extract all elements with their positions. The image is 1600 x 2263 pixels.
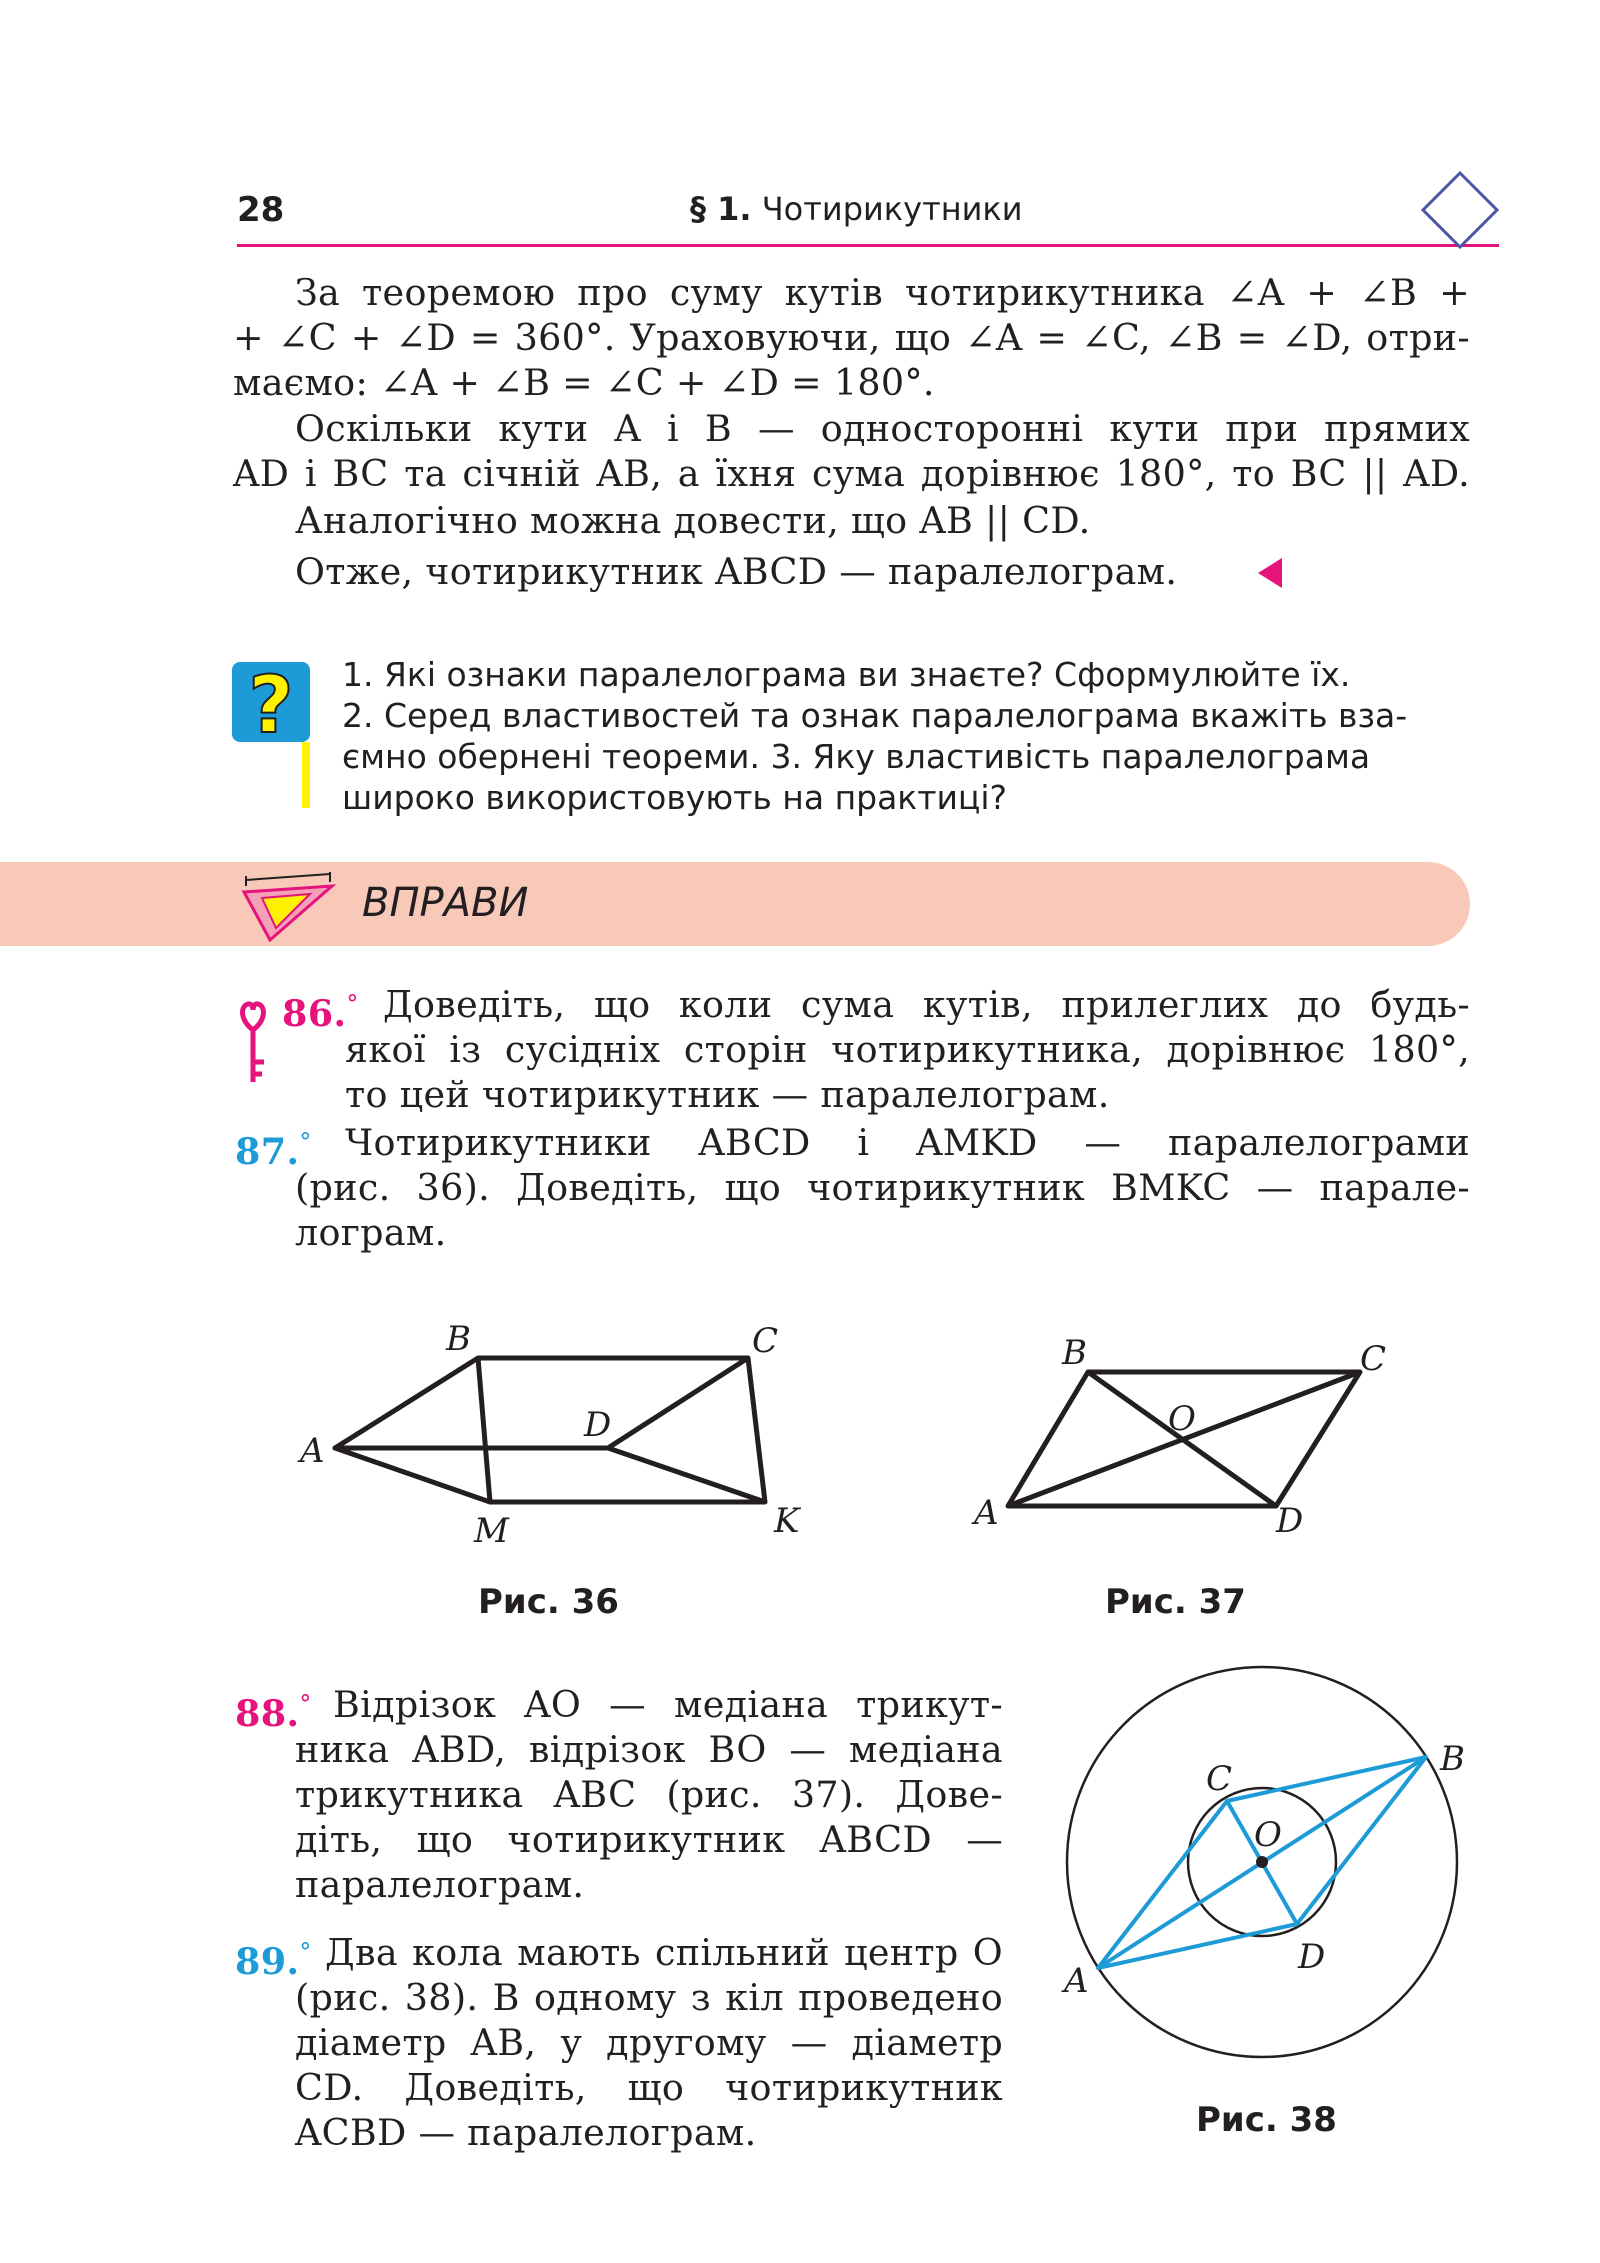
fig37-diagonal-bd [1088,1372,1276,1506]
exercise-89-degree: ° [299,1938,312,1966]
fig37-label-o: O [1168,1399,1196,1439]
proof-line-3: маємо: ∠A + ∠B = ∠C + ∠D = 180°. [233,361,935,404]
figure-38 [1050,1650,1490,2150]
exercises-banner [0,862,1470,946]
exercise-88-degree: ° [299,1690,312,1718]
fig38-caption: Рис. 38 [1196,2100,1337,2140]
exercise-87-line-2: (рис. 36). Доведіть, що чотирикутник BMKC — парале- [295,1166,1470,1209]
exercise-88-line-4: діть, що чотирикутник ABCD — [295,1818,1003,1861]
exercise-89-line-3: діаметр AB, у другому — діаметр [295,2021,1003,2064]
exercise-88-line-1: Відрізок AO — медіана трикут- [333,1683,1003,1726]
fig38-label-b: B [1440,1739,1465,1779]
fig36-segment-ck [748,1358,765,1502]
fig36-label-b: B [446,1319,471,1359]
exercise-89-line-4: CD. Доведіть, що чотирикутник [295,2066,1003,2109]
question-icon [232,660,312,810]
fig38-label-d: D [1298,1937,1326,1977]
fig37-label-c: C [1360,1339,1387,1379]
ruler-triangle-icon [240,872,340,942]
end-of-proof-icon [1256,556,1284,590]
question-line-4: широко використовують на практиці? [342,778,1008,817]
proof-line-5: AD і BC та січній AB, а їхня сума дорівнює 180°, то BC || AD. [233,452,1470,495]
fig36-parallelogram-amkd [335,1448,765,1502]
exercise-88-line-2: ника ABD, відрізок BO — медіана [295,1728,1003,1771]
fig36-parallelogram-abcd [335,1358,748,1448]
exercise-86-line-3: то цей чотирикутник — паралелограм. [345,1073,1110,1116]
proof-line-4: Оскільки кути A і B — односторонні кути при прямих [295,407,1470,450]
figure-37 [960,1320,1400,1560]
exercises-title: ВПРАВИ [362,880,529,926]
exercise-86-line-1: Доведіть, що коли сума кутів, прилеглих до будь- [383,983,1470,1026]
section-header [690,190,1023,228]
fig36-label-c: C [752,1321,779,1361]
proof-line-6: Аналогічно можна довести, що AB || CD. [295,499,1091,542]
header-rule [237,244,1499,247]
diamond-icon [1420,170,1500,250]
exercise-88-line-5: паралелограм. [295,1863,585,1906]
exercise-89-line-2: (рис. 38). В одному з кіл проведено [295,1976,1003,2019]
question-line-2: 2. Серед властивостей та ознак паралелограма вкажіть вза- [342,696,1408,735]
page-number: 28 [237,190,285,230]
fig38-label-o: O [1254,1815,1282,1855]
fig36-caption: Рис. 36 [478,1582,619,1622]
fig36-label-m: M [474,1511,509,1551]
exercise-86-line-2: якої із сусідніх сторін чотирикутника, дорівнює 180°, [345,1028,1470,1071]
exercise-88-line-3: трикутника ABC (рис. 37). Дове- [295,1773,1003,1816]
fig36-label-k: K [774,1501,800,1541]
key-icon [238,1000,268,1085]
fig36-label-a: A [300,1431,325,1471]
fig37-label-b: B [1062,1333,1087,1373]
fig37-label-a: A [974,1493,999,1533]
exercise-87-number: 87. [235,1130,300,1173]
proof-line-2: + ∠C + ∠D = 360°. Ураховуючи, що ∠A = ∠C, ∠B = ∠D, отри- [233,316,1470,359]
exercise-87-line-1: Чотирикутники ABCD і AMKD — паралелограми [345,1121,1470,1164]
exercise-88-number: 88. [235,1692,300,1735]
exercise-89-number: 89. [235,1940,300,1983]
figure-36 [290,1310,830,1570]
proof-line-7: Отже, чотирикутник ABCD — паралелограм. [295,550,1178,593]
fig37-caption: Рис. 37 [1105,1582,1246,1622]
fig38-center-o [1256,1856,1268,1868]
exercise-89-line-1: Два кола мають спільний центр O [325,1931,1003,1974]
exercise-89-line-5: ACBD — паралелограм. [295,2111,757,2154]
section-title: Чотирикутники [761,190,1023,228]
fig38-label-a: A [1064,1961,1089,2001]
fig38-label-c: C [1206,1759,1233,1799]
proof-line-1: За теоремою про суму кутів чотирикутника ∠A + ∠B + [295,271,1470,314]
exercise-87-degree: ° [299,1128,312,1156]
question-line-1: 1. Які ознаки паралелограма ви знаєте? Сформулюйте їх. [342,655,1351,694]
fig36-label-d: D [584,1405,612,1445]
question-line-3: ємно обернені теореми. 3. Яку властивість паралелограма [342,737,1371,776]
exercise-86-degree: ° [346,990,359,1018]
exercise-86-number: 86. [282,992,347,1035]
section-mark: § 1. [690,190,752,228]
fig37-label-d: D [1276,1501,1304,1541]
svg-text:?: ? [248,661,294,751]
exercise-87-line-3: лограм. [295,1211,447,1254]
fig36-segment-bm [478,1358,490,1502]
